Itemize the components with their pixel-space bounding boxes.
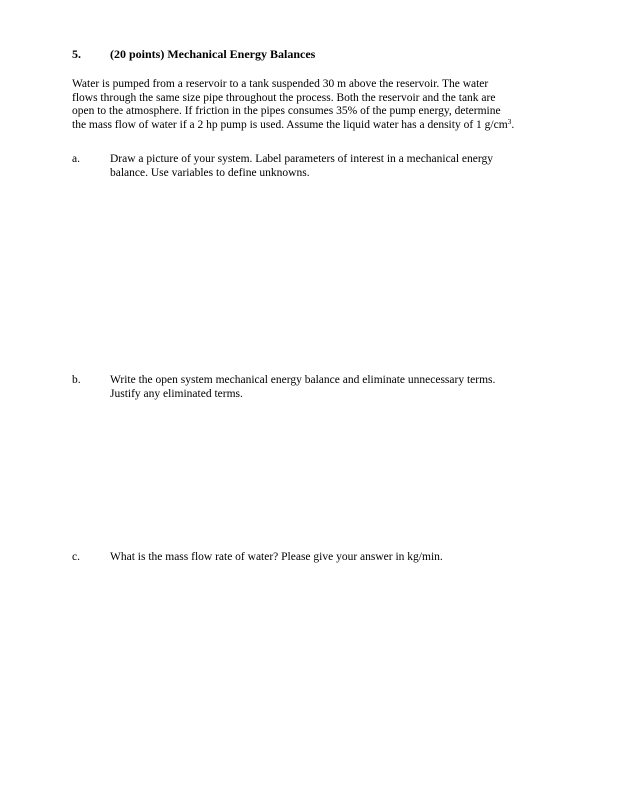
problem-number: 5. <box>72 47 81 61</box>
part-b-question <box>110 373 580 401</box>
part-c-question <box>110 550 580 564</box>
question-line: Justify any eliminated terms. <box>110 388 243 400</box>
part-a-answer-space <box>72 186 552 366</box>
density-exponent: 3 <box>507 116 512 126</box>
problem-heading <box>72 47 315 61</box>
problem-title: (20 points) Mechanical Energy Balances <box>110 47 316 61</box>
part-b-letter: b. <box>72 374 81 386</box>
question-line: Write the open system mechanical energy balance and eliminate unnecessary terms. <box>110 374 496 386</box>
part-c-answer-space <box>72 570 552 790</box>
part-a-letter: a. <box>72 153 80 165</box>
problem-statement <box>72 78 582 132</box>
part-a-question <box>110 152 580 180</box>
part-b-answer-space <box>72 406 552 541</box>
statement-line: Water is pumped from a reservoir to a tank suspended 30 m above the reservoir. The water <box>72 78 489 90</box>
statement-period: . <box>511 118 515 131</box>
statement-line: flows through the same size pipe throughout the process. Both the reservoir and the tank are <box>72 91 496 104</box>
question-line: balance. Use variables to define unknowns. <box>110 167 310 179</box>
question-line: Draw a picture of your system. Label parameters of interest in a mechanical energy <box>110 153 493 165</box>
statement-line: open to the atmosphere. If friction in the pipes consumes 35% of the pump energy, determine <box>72 105 501 118</box>
statement-line-text: the mass flow of water if a 2 hp pump is used. Assume the liquid water has a density of 1 g/cm <box>72 118 508 131</box>
statement-line-last <box>72 116 582 133</box>
question-line: What is the mass flow rate of water? Please give your answer in kg/min. <box>110 551 443 563</box>
part-c-letter: c. <box>72 551 80 563</box>
